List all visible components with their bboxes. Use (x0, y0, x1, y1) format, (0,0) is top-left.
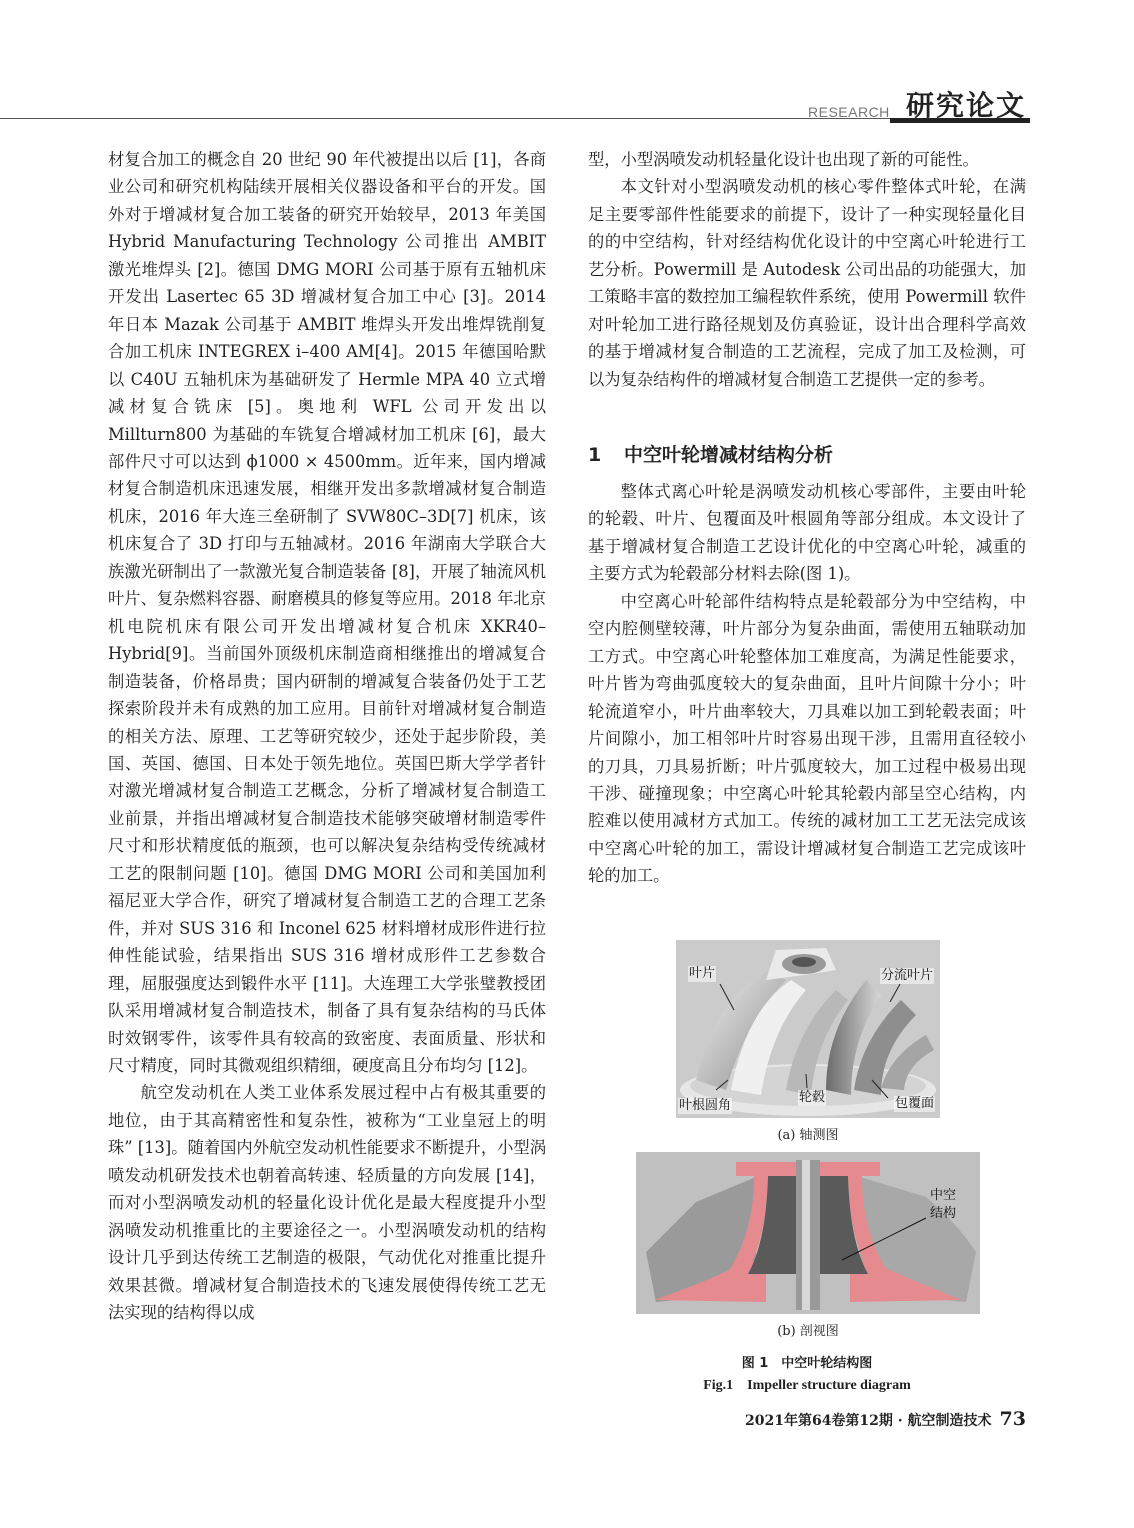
journal-info: 2021年第64卷第12期 · 航空制造技术 (744, 1413, 992, 1429)
figure-caption-en: Fig.1 Impeller structure diagram (703, 1378, 911, 1393)
paragraph: 本文针对小型涡喷发动机的核心零件整体式叶轮，在满足主要零部件性能要求的前提下，设计了一种实现轻量化目的的中空结构，针对经结构优化设计的中空离心叶轮进行工艺分析。Powermill 是 Autodesk 公司出品的功能强大，加工策略丰富的数控加工编程软件系统，使用 Powermill 软件对叶轮加工进行路径规划及仿真验证，设计出合理科学高效的基于增减材复合制造的工艺流程，完成了加工及检测，可以为复杂结构件的增减材复合制造工艺提供一定的参考。 (588, 177, 1026, 389)
label-hub: 轮毂 (799, 1090, 826, 1105)
section-title: 中空叶轮增减材结构分析 (624, 444, 834, 466)
page-number: 73 (999, 1408, 1026, 1430)
paragraph: 材复合加工的概念自 20 世纪 90 年代被提出以后 [1]，各商业公司和研究机构陆续开展相关仪器设备和平台的开发。国外对于增减材复合加工装备的研究开始较早，2013 年美国 Hybrid Manufacturing Technology 公司推出 AMBIT 激光堆焊头 [2]。德国 DMG MORI 公司基于原有五轴机床开发出 Lasertec 65 3D 增减材复合加工中心 [3]。2014 年日本 Mazak 公司基于 AMBIT 堆焊头开发出堆焊铣削复合加工机床 INTEGREX i–400 AM[4]。2015 年德国哈默以 C40U 五轴机床为基础研发了 Hermle MPA 40 立式增减材复合铣床 [5]。奥地利 WFL 公司开发出以 Millturn800 为基础的车铣复合增减材加工机床 [6]，最大部件尺寸可以达到 ϕ1000 × 4500mm。近年来，国内增减材复合制造机床迅速发展，相继开发出多款增减材复合制造机床，2016 年大连三垒研制了 SVW80C–3D[7] 机床，该机床复合了 3D 打印与五轴减材。2016 年湖南大学联合大族激光研制出了一款激光复合制造装备 [8]，开展了轴流风机叶片、复杂燃料容器、耐磨模具的修复等应用。2018 年北京机电院机床有限公司开发出增减材复合机床 XKR40–Hybrid[9]。当前国外顶级机床制造商相继推出的增减复合制造装备，价格昂贵；国内研制的增减复合装备仍处于工艺探索阶段并未有成熟的加工应用。目前针对增减材复合制造的相关方法、原理、工艺等研究较少，还处于起步阶段，美国、英国、德国、日本处于领先地位。英国巴斯大学学者针对激光增减材复合制造工艺概念，分析了增减材复合制造工业前景，并指出增减材复合制造技术能够突破增材制造零件尺寸和形状精度低的瓶颈，也可以解决复杂结构受传统减材工艺的限制问题 [10]。德国 DMG MORI 公司和美国加利福尼亚大学合作，研究了增减材复合制造工艺的合理工艺条件，并对 SUS 316 和 Inconel 625 材料增材成形件进行拉伸性能试验，结果指出 SUS 316 增材成形件工艺参数合理，屈服强度达到锻件水平 [11]。大连理工大学张璧教授团队采用增减材复合制造技术，制备了具有复杂结构的马氏体时效钢零件，该零件具有较高的致密度、表面质量、形状和尺寸精度，同时其微观组织精细，硬度高且分布均匀 [12]。 (108, 150, 546, 1075)
left-column (108, 146, 546, 1326)
research-label: RESEARCH (808, 104, 890, 120)
paragraph: 航空发动机在人类工业体系发展过程中占有极其重要的地位，由于其高精密性和复杂性，被称为“工业皇冠上的明珠” [13]。随着国内外航空发动机性能要求不断提升，小型涡喷发动机研发技术也朝着高转速、轻质量的方向发展 [14]，而对小型涡喷发动机的轻量化设计优化是最大程度提升小型涡喷发动机推重比的主要途径之一。小型涡喷发动机的结构设计几乎到达传统工艺制造的极限，气动优化对推重比提升效果甚微。增减材复合制造技术的飞速发展使得传统工艺无法实现的结构得以成 (108, 1083, 546, 1323)
impeller-section-drawing (636, 1152, 980, 1314)
label-shroud: 包覆面 (895, 1096, 935, 1111)
label-blade-fillet: 叶根圆角 (679, 1098, 732, 1113)
paragraph: 整体式离心叶轮是涡喷发动机核心零部件，主要由叶轮的轮毂、叶片、包覆面及叶根圆角等部分组成。本文设计了基于增减材复合制造工艺设计优化的中空离心叶轮，减重的主要方式为轮毂部分材料去除(图 1)。 (588, 482, 1026, 584)
column-title: 研究论文 (906, 89, 1027, 122)
label-blade: 叶片 (689, 966, 716, 981)
subcaption-b: (b) 剖视图 (777, 1324, 839, 1339)
right-column (588, 146, 1026, 393)
impeller-section-image (636, 1152, 980, 1314)
section-heading (588, 440, 833, 467)
subcaption-a: (a) 轴测图 (777, 1128, 839, 1143)
page-footer (700, 1408, 1026, 1430)
label-splitter-blade: 分流叶片 (881, 968, 934, 983)
paragraph: 型，小型涡喷发动机轻量化设计也出现了新的可能性。 (588, 150, 979, 169)
page-header (0, 0, 1134, 130)
label-hollow-line2: 结构 (930, 1206, 957, 1221)
figure-caption-cn: 图 1 中空叶轮结构图 (741, 1356, 873, 1371)
section-number: 1 (588, 444, 602, 466)
label-hollow-line1: 中空 (930, 1188, 957, 1203)
impeller-isometric-image (676, 940, 940, 1118)
paragraph: 中空离心叶轮部件结构特点是轮毂部分为中空结构，中空内腔侧壁较薄，叶片部分为复杂曲面，需使用五轴联动加工方式。中空离心叶轮整体加工难度高，为满足性能要求，叶片皆为弯曲弧度较大的复杂曲面，且叶片间隙十分小；叶轮流道窄小，叶片曲率较大，刀具难以加工到轮毂表面；叶片间隙小，加工相邻叶片时容易出现干涉，且需用直径较小的刀具，刀具易折断；叶片弧度较大，加工过程中极易出现干涉、碰撞现象；中空离心叶轮其轮毂内部呈空心结构，内腔难以使用减材方式加工。传统的减材加工工艺无法完成该中空离心叶轮的加工，需设计增减材复合制造工艺完成该叶轮的加工。 (588, 591, 1026, 886)
right-column-lower (588, 478, 1026, 890)
